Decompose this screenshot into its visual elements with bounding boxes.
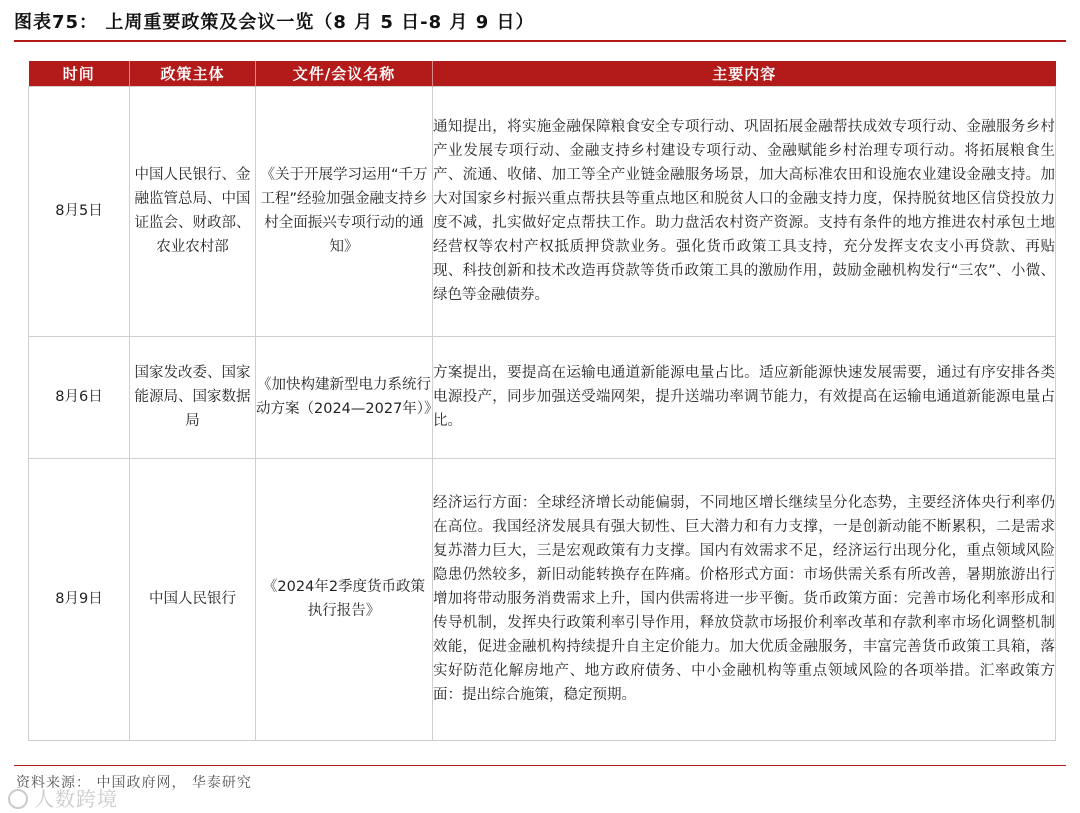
cell-document: 《加快构建新型电力系统行动方案（2024—2027年）》 bbox=[256, 336, 433, 458]
header-agency: 政策主体 bbox=[130, 61, 256, 86]
cell-content: 经济运行方面：全球经济增长动能偏弱，不同地区增长继续呈分化态势，主要经济体央行利率仍在高位。我国经济发展具有强大韧性、巨大潜力和有力支撑，一是创新动能不断累积，二是需求复苏潜力巨大，三是宏观政策有力支撑。国内有效需求不足，经济运行出现分化，重点领域风险隐患仍然较多，新旧动能转换存在阵痛。价格形式方面：市场供需关系有所改善，暑期旅游出行增加将带动服务消费需求上升，国内供需将进一步平衡。货币政策方面：完善市场化利率形成和传导机制，发挥央行政策利率引导作用，释放贷款市场报价利率改革和存款利率市场化调整机制效能，促进金融机构持续提升自主定价能力。加大优质金融服务，丰富完善货币政策工具箱，落实好防范化解房地产、地方政府债务、中小金融机构等重点领域风险的各项举措。汇率政策方面：提出综合施策，稳定预期。 bbox=[433, 458, 1056, 740]
watermark-text: 人数跨境 bbox=[34, 787, 118, 811]
title-divider bbox=[14, 40, 1066, 42]
table-header-row bbox=[29, 61, 1056, 86]
cell-agency: 国家发改委、国家能源局、国家数据局 bbox=[130, 336, 256, 458]
cell-document: 《关于开展学习运用“千万工程”经验加强金融支持乡村全面振兴专项行动的通知》 bbox=[256, 86, 433, 336]
watermark-logo-icon bbox=[8, 789, 28, 809]
cell-agency: 中国人民银行 bbox=[130, 458, 256, 740]
header-content: 主要内容 bbox=[433, 61, 1056, 86]
header-document: 文件/会议名称 bbox=[256, 61, 433, 86]
cell-date: 8月5日 bbox=[29, 86, 130, 336]
table-row bbox=[29, 458, 1056, 740]
cell-date: 8月9日 bbox=[29, 458, 130, 740]
figure-title: 图表75： 上周重要政策及会议一览（8 月 5 日-8 月 9 日） bbox=[14, 12, 535, 33]
table-row bbox=[29, 336, 1056, 458]
header-date: 时间 bbox=[29, 61, 130, 86]
cell-content: 通知提出，将实施金融保障粮食安全专项行动、巩固拓展金融帮扶成效专项行动、金融服务乡村产业发展专项行动、金融支持乡村建设专项行动、金融赋能乡村治理专项行动。将拓展粮食生产、流通、收储、加工等全产业链金融服务场景，加大高标准农田和设施农业建设金融支持。加大对国家乡村振兴重点帮扶县等重点地区和脱贫人口的金融支持力度，保持脱贫地区信贷投放力度不减，扎实做好定点帮扶工作。助力盘活农村资产资源。支持有条件的地方推进农村承包土地经营权等农村产权抵质押贷款业务。强化货币政策工具支持，充分发挥支农支小再贷款、再贴现、科技创新和技术改造再贷款等货币政策工具的激励作用，鼓励金融机构发行“三农”、小微、绿色等金融债券。 bbox=[433, 86, 1056, 336]
table-row bbox=[29, 86, 1056, 336]
policy-table bbox=[28, 61, 1056, 741]
source-note: 资料来源： 中国政府网， 华泰研究 bbox=[16, 775, 252, 791]
watermark bbox=[8, 783, 118, 812]
cell-content: 方案提出，要提高在运输电通道新能源电量占比。适应新能源快速发展需要，通过有序安排各类电源投产，同步加强送受端网架，提升送端功率调节能力，有效提高在运输电通道新能源电量占比。 bbox=[433, 336, 1056, 458]
cell-date: 8月6日 bbox=[29, 336, 130, 458]
cell-agency: 中国人民银行、金融监管总局、中国证监会、财政部、农业农村部 bbox=[130, 86, 256, 336]
cell-document: 《2024年2季度货币政策执行报告》 bbox=[256, 458, 433, 740]
source-divider bbox=[14, 765, 1066, 766]
